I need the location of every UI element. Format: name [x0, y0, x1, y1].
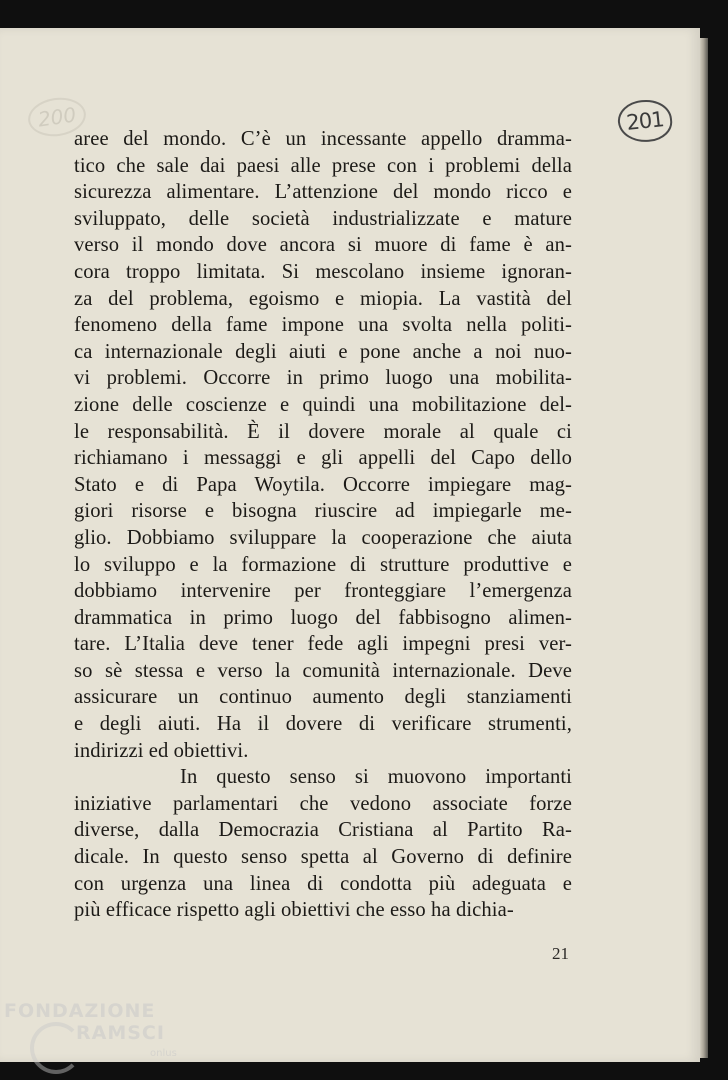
- watermark-g-logo-icon: [30, 1022, 82, 1074]
- text-line: za del problema, egoismo e miopia. La vastità del: [74, 287, 572, 310]
- text-line: ca internazionale degli aiuti e pone anche a noi nuo-: [74, 340, 572, 363]
- text-line: indirizzi ed obiettivi.: [74, 739, 249, 762]
- text-line: sviluppato, delle società industrializzate e mature: [74, 207, 572, 230]
- text-line: drammatica in primo luogo del fabbisogno alimen-: [74, 606, 572, 629]
- text-line: e degli aiuti. Ha il dovere di verificare strumenti,: [74, 713, 572, 736]
- paragraph-2: [74, 764, 572, 924]
- text-line: aree del mondo. C’è un incessante appello dramma-: [74, 128, 572, 150]
- watermark-line-2: RAMSCI: [76, 1022, 165, 1044]
- text-line: assicurare un continuo aumento degli stanziamenti: [74, 686, 572, 709]
- text-line: dobbiamo intervenire per fronteggiare l’emergenza: [74, 580, 572, 603]
- ghost-page-number: 200: [26, 94, 89, 140]
- text-line: fenomeno della fame impone una svolta nella politi-: [74, 314, 572, 337]
- handwritten-page-number: 201: [616, 97, 674, 144]
- text-line: cora troppo limitata. Si mescolano insieme ignoran-: [74, 260, 572, 283]
- text-line: glio. Dobbiamo sviluppare la cooperazione che aiuta: [74, 526, 572, 549]
- text-line: lo sviluppo e la formazione di strutture produttive e: [74, 553, 572, 576]
- watermark-line-1: FONDAZIONE: [4, 1000, 156, 1022]
- text-line: zione delle coscienze e quindi una mobilitazione del-: [74, 393, 572, 416]
- text-line: richiamano i messaggi e gli appelli del Capo dello: [74, 447, 572, 470]
- text-line: sicurezza alimentare. L’attenzione del mondo ricco e: [74, 181, 572, 204]
- watermark-onlus: onlus: [150, 1048, 177, 1059]
- text-line: giori risorse e bisogna riuscire ad impiegarle me-: [74, 500, 572, 523]
- page-number: 21: [552, 944, 569, 963]
- paragraph-1: [74, 126, 572, 764]
- text-line: più efficace rispetto agli obiettivi che esso ha dichia-: [74, 899, 514, 922]
- text-line: con urgenza una linea di condotta più adeguata e: [74, 872, 572, 895]
- text-line: tare. L’Italia deve tener fede agli impegni presi ver-: [74, 633, 572, 656]
- text-line: vi problemi. Occorre in primo luogo una mobilita-: [74, 367, 572, 390]
- text-line: le responsabilità. È il dovere morale al quale ci: [74, 420, 572, 443]
- text-line: dicale. In questo senso spetta al Governo di definire: [74, 846, 572, 869]
- text-line: diverse, dalla Democrazia Cristiana al Partito Ra-: [74, 819, 572, 842]
- text-line: In questo senso si muovono importanti: [180, 766, 572, 789]
- text-line: verso il mondo dove ancora si muore di fame è an-: [74, 234, 572, 257]
- text-line: iniziative parlamentari che vedono associate forze: [74, 792, 572, 815]
- body-text: [74, 126, 572, 924]
- text-line: so sè stessa e verso la comunità internazionale. Deve: [74, 659, 572, 682]
- text-line: tico che sale dai paesi alle prese con i problemi della: [74, 154, 572, 177]
- text-line: Stato e di Papa Woytila. Occorre impiegare mag-: [74, 473, 572, 496]
- fondazione-gramsci-watermark: [4, 1000, 194, 1076]
